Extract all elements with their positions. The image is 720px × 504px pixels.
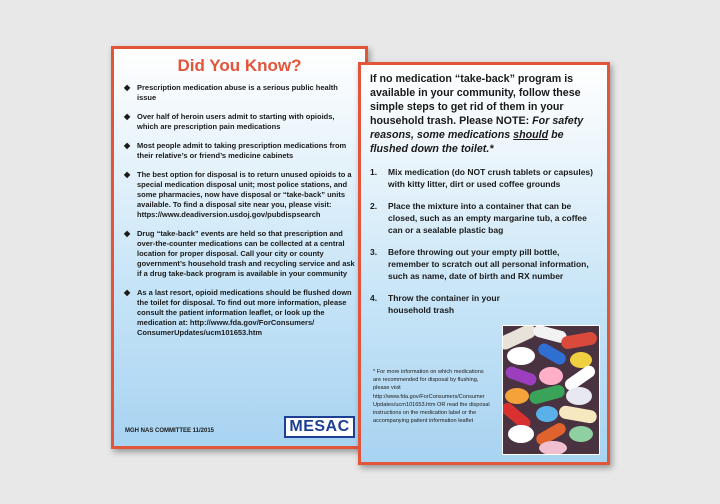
diamond-bullet-icon: ◆	[124, 288, 131, 297]
mesac-logo: MESAC	[284, 416, 355, 438]
list-item: ◆ Over half of heroin users admit to starting with opioids, which are prescription pain medications	[124, 112, 335, 131]
step-item: 2. Place the mixture into a container that can be closed, such as an empty margarine tub, a coffee can or a sealable plastic bag	[370, 201, 587, 235]
did-you-know-card	[111, 46, 368, 449]
list-item: ◆ The best option for disposal is to return unused opioids to a special medication disposal unit; most police stations, and some pharmacies, now have disposal or “take-back” units available. To find a disposal site near you, please visit: https://www.deadiversion.usdoj.gov/pubdispsearch	[124, 170, 352, 219]
pills-photo	[502, 325, 600, 455]
step-item: 1. Mix medication (do NOT crush tablets or capsules) with kitty litter, dirt or used coffee grounds	[370, 167, 593, 189]
intro-paragraph: If no medication “take-back” program is available in your community, follow these simple steps to get rid of them in your household trash. Please NOTE: For safety reasons, some medications should be flushed down the toilet.*	[370, 73, 584, 155]
committee-footer: MGH NAS COMMITTEE 11/2015	[125, 428, 215, 434]
list-item: ◆ As a last resort, opioid medications should be flushed down the toilet for disposal. To find out more information, please consult the patient information leaflet, or look up the medication at: http://www.fda.gov/ForConsumers/ ConsumerUpdates/ucm101653.htm	[124, 288, 352, 337]
card-title: Did You Know?	[177, 56, 302, 75]
list-item: ◆ Drug “take-back” events are held so that prescription and over-the-counter medications can be collected at a central location for proper disposal. Call your city or county government’s household trash and recycling service and ask if a drug take-back program is available in your community	[124, 229, 355, 278]
list-item: ◆ Most people admit to taking prescription medications from their relative’s or friend’s medicine cabinets	[124, 141, 347, 160]
list-item: ◆ Prescription medication abuse is a serious public health issue	[124, 83, 338, 102]
disposal-steps-card	[358, 62, 610, 465]
diamond-bullet-icon: ◆	[124, 112, 131, 121]
diamond-bullet-icon: ◆	[124, 170, 131, 179]
diamond-bullet-icon: ◆	[124, 83, 131, 92]
steps-list	[370, 166, 599, 316]
diamond-bullet-icon: ◆	[124, 141, 131, 150]
step-item: 4. Throw the container in your household trash	[370, 293, 500, 315]
step-item: 3. Before throwing out your empty pill bottle, remember to scratch out all personal information, such as name, date of birth and RX number	[370, 247, 589, 281]
facts-list	[124, 83, 355, 338]
pills-image-icon	[503, 326, 599, 454]
diamond-bullet-icon: ◆	[124, 229, 131, 238]
flush-footnote: * For more information on which medications are recommended for disposal by flushing, please visit http://www.fda.gov/ForConsumers/Consumer Updates/ucm101653.htm OR read the disposal instructions on the medication label or the accompanying patient information leaflet	[373, 369, 490, 425]
